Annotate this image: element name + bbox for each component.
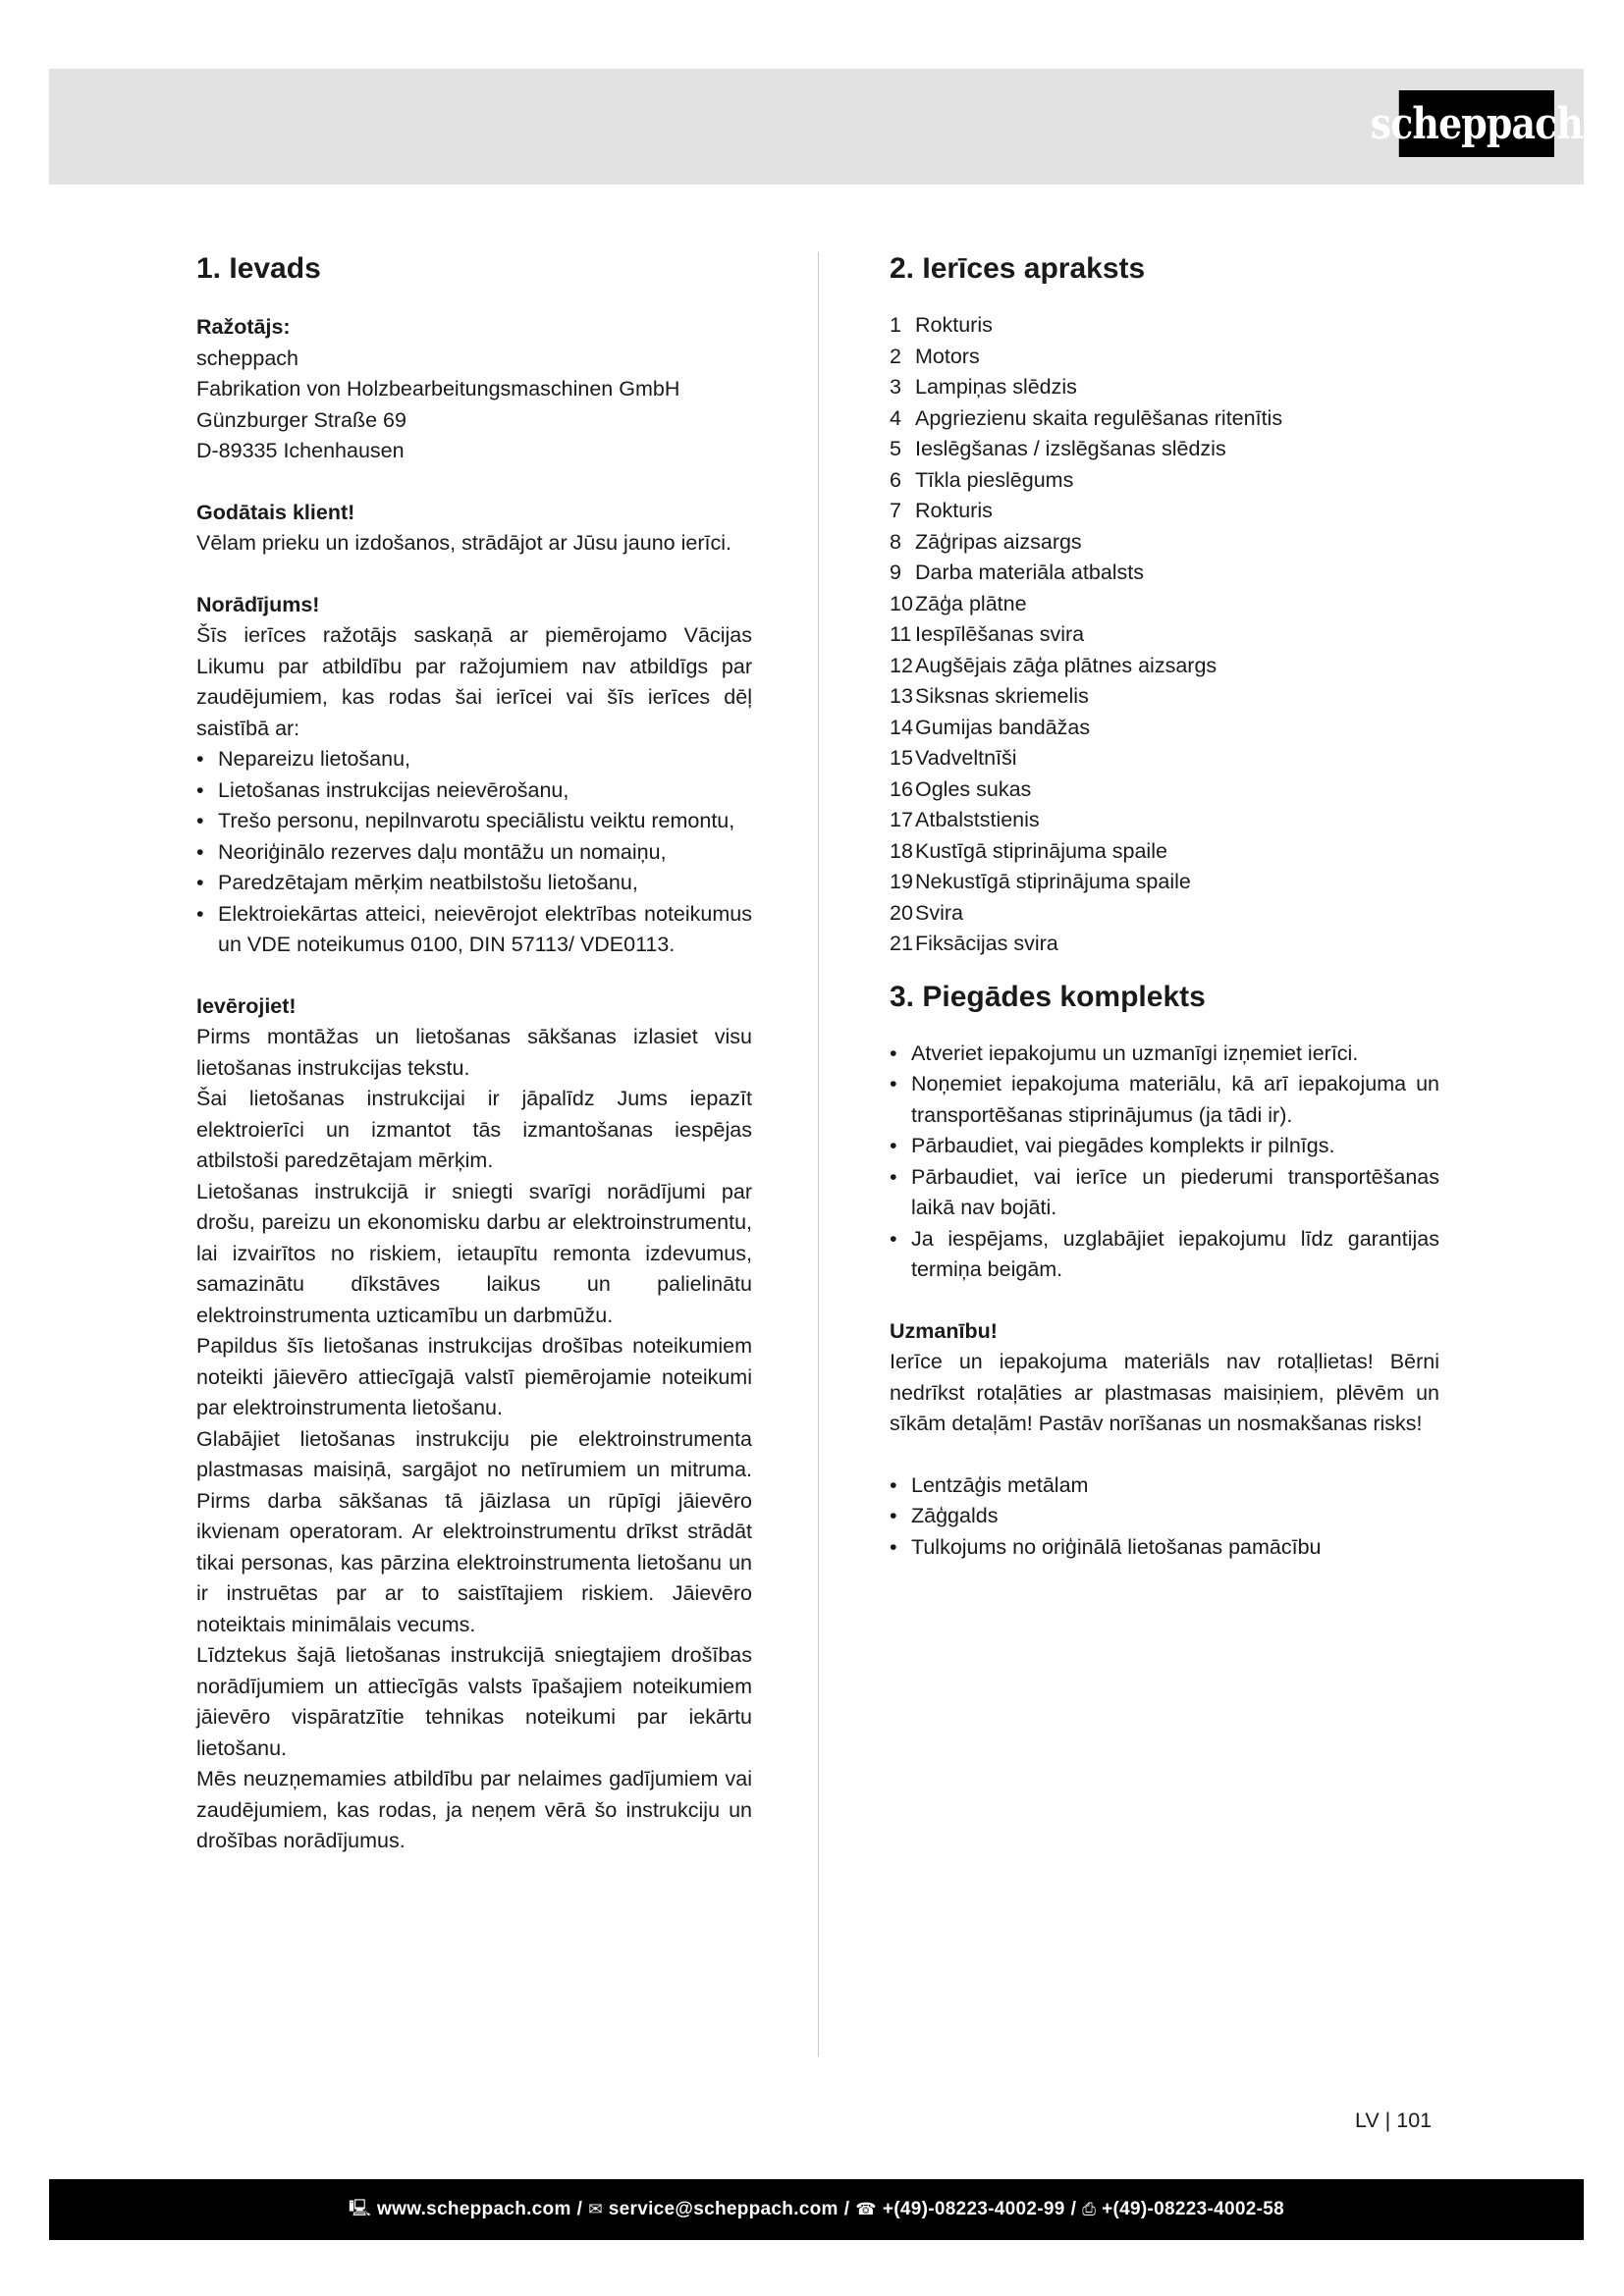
observe-label: Ievērojiet! xyxy=(196,993,297,1018)
column-divider xyxy=(818,252,819,2056)
manufacturer-line: scheppach xyxy=(196,346,298,370)
list-item: • Zāģgalds xyxy=(890,1504,999,1527)
list-item: • Trešo personu, nepilnvarotu speciālistu veiktu remontu, xyxy=(196,809,735,832)
list-item: • Elektroiekārtas atteici, neievērojot elektrības noteikumus un VDE noteikumus 0100, DIN 57113/ VDE0113. xyxy=(196,901,752,956)
right-column xyxy=(890,249,1439,1563)
list-item: • Neoriģinālo rezerves daļu montāžu un nomaiņu, xyxy=(196,839,667,864)
list-item: 21Fiksācijas svira xyxy=(890,932,1058,955)
note-text: Šīs ierīces ražotājs saskaņā ar piemērojamo Vācijas Likumu par atbildību par ražojumiem nav atbildīgs par zaudējumiem, kas rodas šai ierīcei vai šīs ierīces dēļ saistībā ar: xyxy=(196,623,752,740)
manufacturer-line: Fabrikation von Holzbearbeitungsmaschinen GmbH xyxy=(196,377,680,400)
list-item: 11 Iespīlēšanas svira xyxy=(890,622,1085,646)
list-item: 9 Darba materiāla atbalsts xyxy=(890,561,1145,584)
attention-text: Ierīce un iepakojuma materiāls nav rotaļlietas! Bērni nedrīkst rotaļāties ar plastmasas maisiņiem, plēvēm un sīkām detaļām! Pastāv norīšanas un nosmakšanas risks! xyxy=(890,1350,1439,1435)
observe-paragraph: Mēs neuzņemamies atbildību par nelaimes gadījumiem vai zaudējumiem, kas rodas, ja neņem vērā šo instrukciju un drošības norādījumus. xyxy=(196,1767,752,1852)
observe-paragraph: Līdztekus šajā lietošanas instrukcijā sniegtajiem drošības norādījumiem un attiecīgās valsts īpašajiem noteikumiem jāievēro vispāratzītie tehnikas noteikumi par iekārtu lietošanu. xyxy=(196,1643,752,1760)
list-item: 5 Ieslēgšanas / izslēgšanas slēdzis xyxy=(890,437,1226,460)
list-item: • Atveriet iepakojumu un uzmanīgi izņemiet ierīci. xyxy=(890,1041,1359,1065)
list-item: 19Nekustīgā stiprinājuma spaile xyxy=(890,870,1191,893)
list-item: 1 Rokturis xyxy=(890,313,993,337)
list-item: • Paredzētajam mērķim neatbilstošu lietošanu, xyxy=(196,871,638,894)
footer-bar: 🖳 www.scheppach.com / ✉ service@scheppach.com / ☎ +(49)-08223-4002-99 / ⎙ +(49)-08223-4002-58 xyxy=(49,2179,1584,2240)
manufacturer-label: Ražotājs: xyxy=(196,315,291,339)
list-item: 13Siksnas skriemelis xyxy=(890,684,1089,708)
header-band xyxy=(49,69,1584,185)
manufacturer-line: Günzburger Straße 69 xyxy=(196,407,406,432)
list-item: • Pārbaudiet, vai ierīce un piederumi transportēšanas laikā nav bojāti. xyxy=(890,1164,1439,1219)
list-item: 8 Zāģripas aizsargs xyxy=(890,529,1082,554)
phone-icon: ☎ xyxy=(855,2200,877,2218)
list-item: • Ja iespējams, uzglabājiet iepakojumu līdz garantijas termiņa beigām. xyxy=(890,1226,1439,1281)
attention-label: Uzmanību! xyxy=(890,1318,998,1343)
email-icon: ✉ xyxy=(588,2200,603,2218)
list-item: • Noņemiet iepakojuma materiālu, kā arī iepakojuma un transportēšanas stiprinājumus (ja tādi ir). xyxy=(890,1072,1439,1127)
list-item: 14Gumijas bandāžas xyxy=(890,715,1091,739)
section-1-title: 1. Ievads xyxy=(196,252,321,285)
list-item: • Lentzāģis metālam xyxy=(890,1472,1089,1497)
observe-paragraph: Pirms montāžas un lietošanas sākšanas izlasiet visu lietošanas instrukcijas tekstu. xyxy=(196,1025,752,1080)
customer-label: Godātais klient! xyxy=(196,500,355,524)
scheppach-logo: scheppach xyxy=(1399,90,1554,157)
list-item: 16Ogles sukas xyxy=(890,776,1032,801)
fax-icon: ⎙ xyxy=(1082,2200,1097,2218)
list-item: • Tulkojums no oriģinālā lietošanas pamācību xyxy=(890,1534,1322,1559)
observe-paragraph: Šai lietošanas instrukcijai ir jāpalīdz Jums iepazīt elektroierīci un izmantot tās izmantošanas iespējas atbilstoši paredzētajam mērķim. xyxy=(196,1087,752,1172)
observe-paragraph: Papildus šīs lietošanas instrukcijas drošības noteikumiem noteikti jāievēro attiecīgajā valstī piemērojamie noteikumi par elektroinstrumenta lietošanu. xyxy=(196,1334,752,1419)
footer-web-link[interactable]: www.scheppach.com xyxy=(377,2199,571,2219)
list-item: 18Kustīgā stiprinājuma spaile xyxy=(890,838,1167,863)
manufacturer-line: D-89335 Ichenhausen xyxy=(196,439,405,462)
delivery-bullet-list xyxy=(890,1039,1439,1286)
note-bullet-list xyxy=(196,744,752,961)
list-item: 15Vadveltnīši xyxy=(890,746,1017,770)
list-item: 4 Apgriezienu skaita regulēšanas ritenītis xyxy=(890,405,1283,430)
list-item: 3 Lampiņas slēdzis xyxy=(890,375,1077,399)
section-2-title: 2. Ierīces apraksts xyxy=(890,252,1146,285)
list-item: 17Atbalststienis xyxy=(890,808,1040,831)
section-3-title: 3. Piegādes komplekts xyxy=(890,980,1206,1013)
list-item: • Pārbaudiet, vai piegādes komplekts ir pilnīgs. xyxy=(890,1134,1335,1157)
page-number: LV | 101 xyxy=(1355,2109,1433,2132)
list-item: 6 Tīkla pieslēgums xyxy=(890,467,1074,492)
parts-list xyxy=(890,310,1439,960)
list-item: 12Augšējais zāģa plātnes aizsargs xyxy=(890,653,1218,677)
contents-bullet-list xyxy=(890,1470,1439,1564)
footer-fax: +(49)-08223-4002-58 xyxy=(1102,2199,1284,2219)
customer-text: Vēlam prieku un izdošanos, strādājot ar Jūsu jauno ierīci. xyxy=(196,531,731,555)
list-item: 20Svira xyxy=(890,900,963,925)
list-item: • Lietošanas instrukcijas neievērošanu, xyxy=(196,777,569,802)
note-label: Norādījums! xyxy=(196,592,320,616)
list-item: 2 Motors xyxy=(890,344,980,368)
observe-paragraph: Glabājiet lietošanas instrukciju pie elektroinstrumenta plastmasas maisiņā, sargājot no netīrumiem un mitruma. Pirms darba sākšanas tā jāizlasa un rūpīgi jāievēro ikvienam operatoram. Ar elektroinstrumentu drīkst strādāt tikai personas, kas pārzina elektroinstrumenta lietošanu un ir instruētas par ar to saistītajiem riskiem. Jāievēro noteiktais minimālais vecums. xyxy=(196,1426,752,1636)
list-item: 10Zāģa plātne xyxy=(890,591,1027,615)
left-column xyxy=(196,249,752,1857)
footer-phone: +(49)-08223-4002-99 xyxy=(882,2199,1065,2219)
footer-email-link[interactable]: service@scheppach.com xyxy=(608,2199,839,2219)
list-item: 7 Rokturis xyxy=(890,499,993,522)
list-item: • Nepareizu lietošanu, xyxy=(196,747,411,771)
observe-paragraph: Lietošanas instrukcijā ir sniegti svarīgi norādījumi par drošu, pareizu un ekonomisku darbu ar elektroinstrumentu, lai izvairītos no riskiem, ietaupītu remonta izdevumus, samazinātu dīkstāves laikus un palielinātu elektroinstrumenta uzticamību un darbmūžu. xyxy=(196,1179,752,1327)
computer-icon: 🖳 xyxy=(349,2198,372,2217)
